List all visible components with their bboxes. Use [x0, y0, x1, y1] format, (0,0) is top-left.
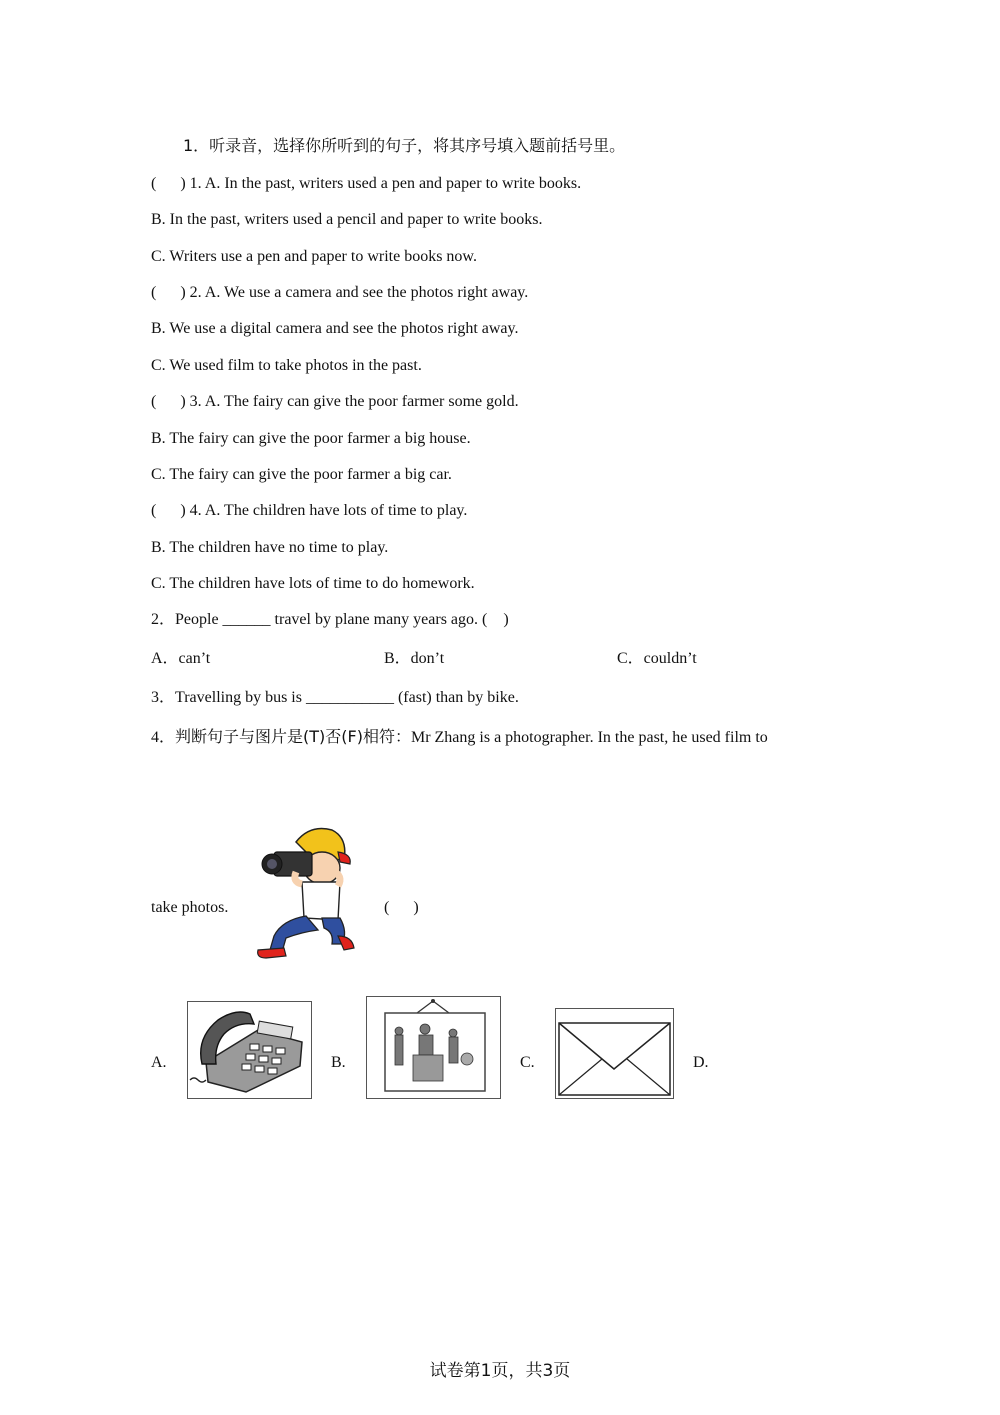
q1-title: 1．听录音，选择你所听到的句子，将其序号填入题前括号里。	[183, 136, 626, 155]
q1-line: C. The fairy can give the poor farmer a big car.	[151, 466, 452, 483]
framed-photo-icon[interactable]	[366, 996, 501, 1099]
q2-option-b: B．don’t	[384, 650, 445, 667]
q1-line: C. The children have lots of time to do homework.	[151, 575, 475, 592]
q4-sentence: Mr Zhang is a photographer. In the past, he used film to	[410, 729, 768, 746]
q5-label-d: D.	[693, 1054, 709, 1071]
q1-line: C. We used film to take photos in the past.	[151, 357, 422, 374]
q3-stem: 3．Travelling by bus is ___________ (fast) than by bike.	[151, 689, 519, 706]
q4-number: 4．	[151, 729, 176, 746]
q5-label-a: A.	[151, 1054, 167, 1071]
q1-line: B. The children have no time to play.	[151, 539, 389, 556]
q5-label-c: C.	[520, 1054, 535, 1071]
q4-sentence-end: take photos.	[151, 899, 229, 916]
q1-line: ( ) 4. A. The children have lots of time to play.	[151, 502, 468, 519]
q4-instruction: 判断句子与图片是(T)否(F)相符：	[175, 727, 411, 746]
q1-line: C. Writers use a pen and paper to write books now.	[151, 248, 477, 265]
q1-line: ( ) 3. A. The fairy can give the poor farmer some gold.	[151, 393, 519, 410]
q2-stem: 2．People ______ travel by plane many years ago. ( )	[151, 611, 509, 628]
q1-line: B. In the past, writers used a pencil and paper to write books.	[151, 211, 543, 228]
q2-option-a: A．can’t	[151, 650, 211, 667]
q4-stem	[151, 727, 768, 748]
envelope-icon[interactable]	[555, 1008, 674, 1099]
telephone-icon[interactable]	[187, 1001, 312, 1099]
q1-line: ( ) 2. A. We use a camera and see the photos right away.	[151, 284, 529, 301]
q4-answer-bracket[interactable]: ( )	[384, 899, 419, 916]
q2-option-c: C．couldn’t	[617, 650, 697, 667]
q1-line: B. The fairy can give the poor farmer a big house.	[151, 430, 471, 447]
page-footer: 试卷第1页，共3页	[429, 1361, 571, 1381]
q5-label-b: B.	[331, 1054, 346, 1071]
photographer-illustration	[252, 824, 360, 962]
q1-line: ( ) 1. A. In the past, writers used a pen and paper to write books.	[151, 175, 582, 192]
q1-line: B. We use a digital camera and see the photos right away.	[151, 320, 519, 337]
